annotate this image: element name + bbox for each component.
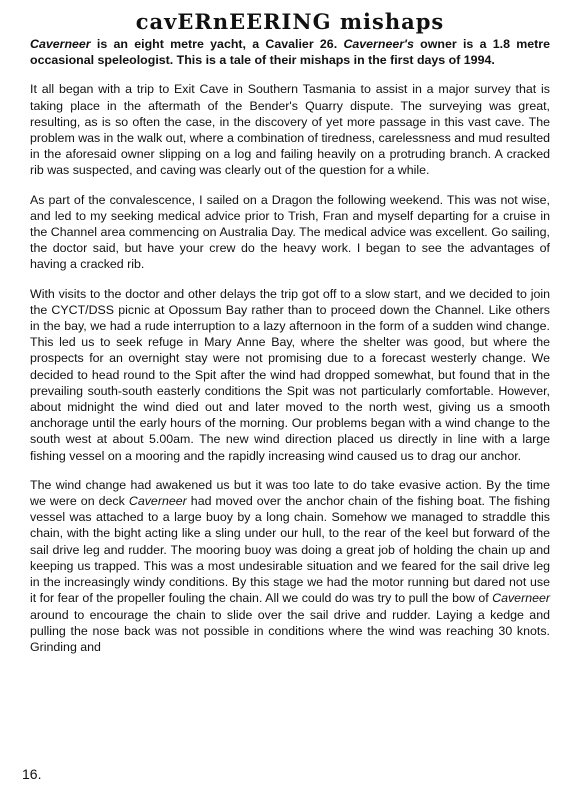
paragraph-opossum-bay: With visits to the doctor and other delays the trip got off to a slow start, and we decided to join the CYCT/DSS picnic at Opossum Bay rather than to proceed down the Channel. Like others in the bay, we had a rude interruption to a lazy afternoon in the form of a sudden wind change. This led us to seek refuge in Mary Anne Bay, where the shelter was good, but where the prospects for an overnight stay were not promising due to a forecast westerly change. We decided to head round to the Spit after the wind had dropped somewhat, but found that in the prevailing south-south easterly conditions the Spit was not particularly comfortable. However, about midnight the wind died out and later moved to the north west, giving us a smooth anchorage until the early hours of the morning. Our problems began with a wind change to the south west at about 5.00am. The new wind direction placed us directly in line with a large fishing vessel on a mooring and the rapidly increasing wind caused us to drag our anchor. bbox=[30, 286, 550, 463]
intro-text-1: is an eight metre yacht, a Cavalier 26. bbox=[90, 37, 344, 51]
paragraph-exit-cave: It all began with a trip to Exit Cave in Southern Tasmania to assist in a major survey that is taking place in the aftermath of the Bender's Quarry dispute. The surveying was great, resulting, as is so often the case, in the discovery of yet more passage in this vast cave. The problem was in the walk out, where a combination of tiredness, carelessness and mud resulted in the aforesaid owner slipping on a log and failing heavily on a protruding branch. A cracked rib was suspected, and caving was clearly out of the question for a while. bbox=[30, 82, 550, 178]
intro-text-2: owner is a 1.8 metre occasional speleologist. This is a tale of their mishaps in the first days of 1994. bbox=[30, 37, 550, 68]
page-number: 16. bbox=[22, 766, 42, 782]
boat-name: Caverneer bbox=[30, 37, 91, 51]
chain-text-3: around to encourage the chain to slide over the sail drive and rudder. Laying a kedge and pulling the nose back was not possible in conditions where the wind was reaching 30 knots. Grinding and bbox=[30, 607, 550, 654]
paragraph-anchor-chain bbox=[30, 477, 550, 655]
paragraph-convalescence: As part of the convalescence, I sailed on a Dragon the following weekend. This was not wise, and led to my seeking medical advice prior to Trish, Fran and myself departing for a cruise in the Channel area commencing on Australia Day. The medical advice was excellent. Go sailing, the doctor said, but have your crew do the heavy work. I began to see the advantages of having a cracked rib. bbox=[30, 192, 550, 272]
boat-name: Caverneer bbox=[128, 494, 187, 509]
boat-name: Caverneer bbox=[492, 591, 550, 606]
intro-paragraph bbox=[30, 36, 550, 68]
article-title: cavERnEERING mishaps bbox=[135, 9, 445, 34]
chain-text-1: The wind change had awakened us but it was too late to do take evasive action. By the time we were on deck bbox=[30, 477, 550, 509]
boat-name-possessive: Caverneer's bbox=[343, 37, 414, 51]
article bbox=[30, 10, 550, 668]
chain-text-2: had moved over the anchor chain of the fishing boat. The fishing vessel was attached to a large buoy by a long chain. Somehow we managed to straddle this chain, with the bight acting like a sling under our hull, to the rear of the keel but forward of the sail drive leg and rudder. The mooring buoy was doing a great job of holding the chain up and keeping us trapped. This was a most undesirable situation and we feared for the sail drive leg in the increasingly windy conditions. By this stage we had the motor running but dared not use it for fear of the propeller fouling the chain. All we could do was try to pull the bow of bbox=[30, 494, 551, 606]
